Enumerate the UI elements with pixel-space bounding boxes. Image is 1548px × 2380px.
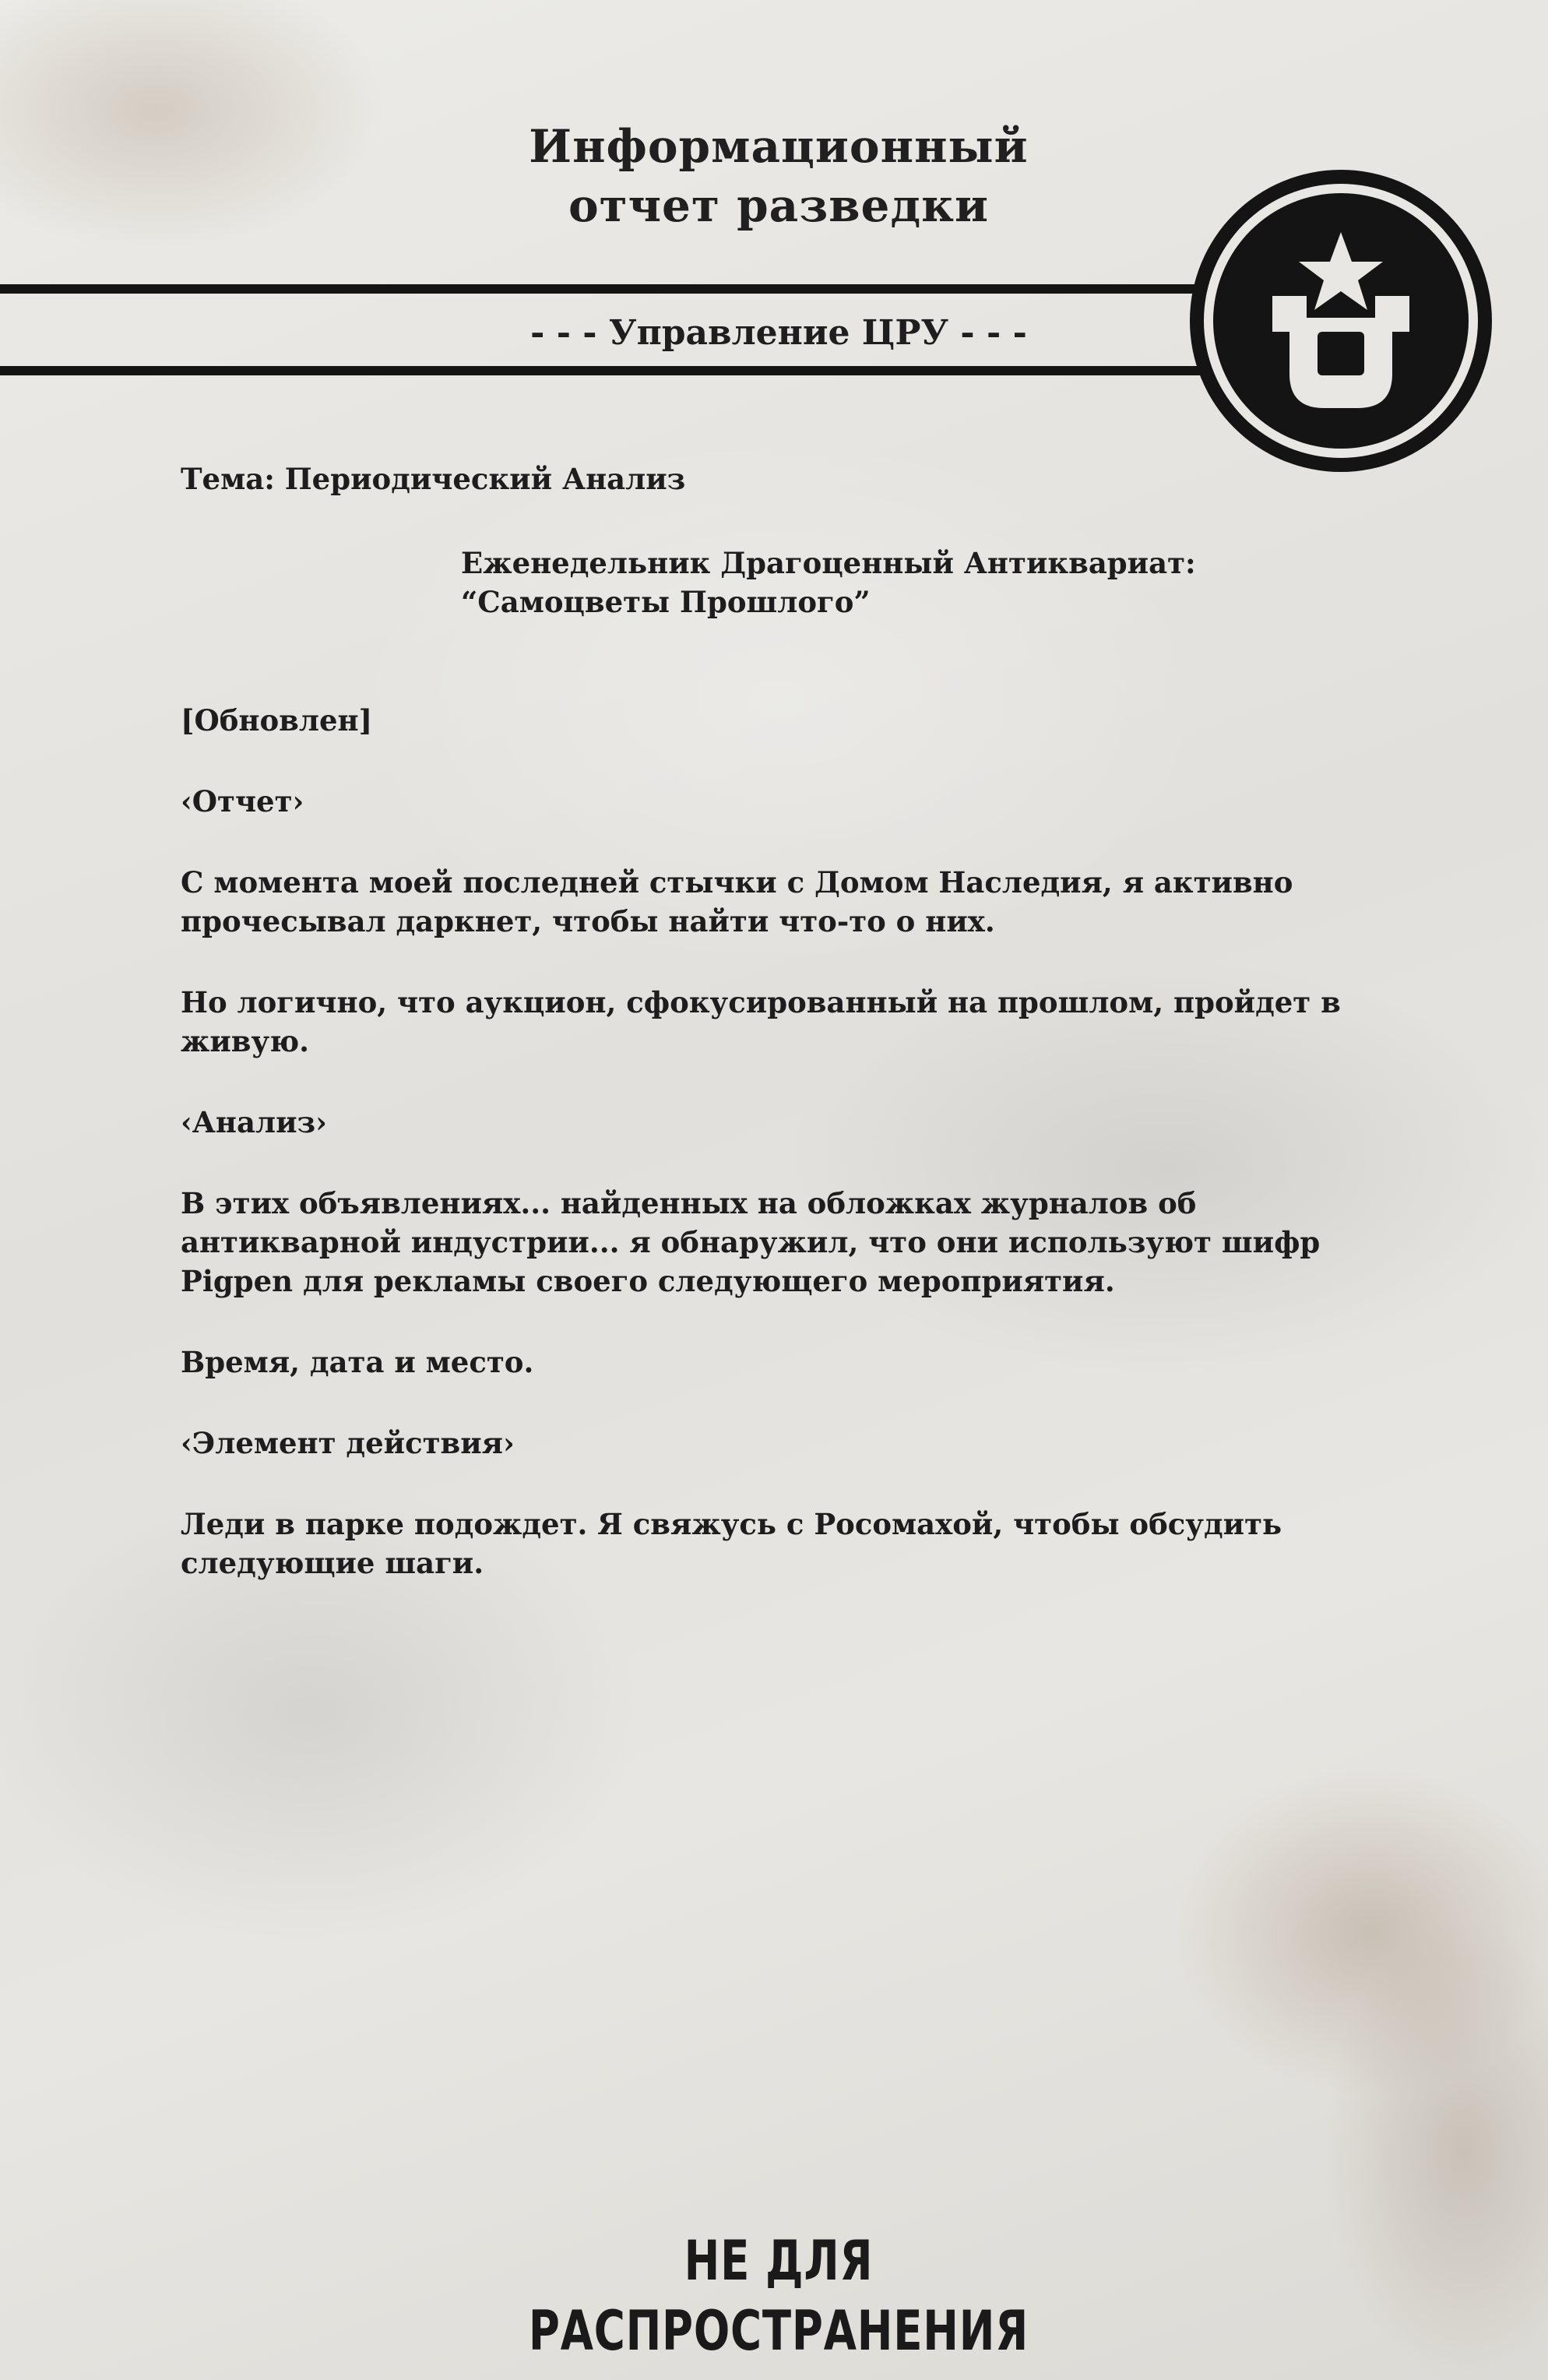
header-band-top-line	[0, 284, 1215, 294]
publication-title	[461, 544, 1356, 621]
header-band-bottom-line	[0, 366, 1215, 375]
action-paragraph: Леди в парке подождет. Я свяжусь с Росомахой, чтобы обсудить следующие шаги.	[181, 1507, 1282, 1580]
section-heading-analysis: ‹Анализ›	[181, 1105, 327, 1139]
report-paragraph-1: С момента моей последней стычки с Домом Наследия, я активно прочесывал даркнет, чтобы найти что-то о них.	[181, 865, 1293, 938]
distribution-stamp: НЕ ДЛЯ РАСПРОСТРАНЕНИЯ	[528, 2229, 1029, 2363]
star-shield-emblem-icon	[1185, 165, 1497, 477]
status-tag: [Обновлен]	[181, 703, 373, 738]
title-line-1: Информационный	[529, 120, 1029, 173]
report-subject: Тема: Периодический Анализ	[181, 462, 686, 496]
section-heading-report: ‹Отчет›	[181, 784, 304, 819]
report-body	[181, 701, 1395, 1625]
report-title	[436, 117, 1121, 235]
publication-line-1: Еженедельник Драгоценный Антиквариат:	[461, 546, 1196, 580]
title-line-2: отчет разведки	[568, 179, 990, 232]
publication-line-2: “Самоцветы Прошлого”	[461, 585, 871, 619]
report-paragraph-2: Но логично, что аукцион, сфокусированный на прошлом, пройдет в живую.	[181, 985, 1341, 1058]
department-subtitle: - - - Управление ЦРУ - - -	[530, 313, 1027, 353]
analysis-paragraph-2: Время, дата и место.	[181, 1345, 534, 1379]
section-heading-action: ‹Элемент действия›	[181, 1426, 515, 1460]
analysis-paragraph-1: В этих объявлениях... найденных на обложках журналов об антикварной индустрии... я обнаружил, что они используют шифр Pigpen для рекламы своего следующего мероприятия.	[181, 1186, 1321, 1298]
